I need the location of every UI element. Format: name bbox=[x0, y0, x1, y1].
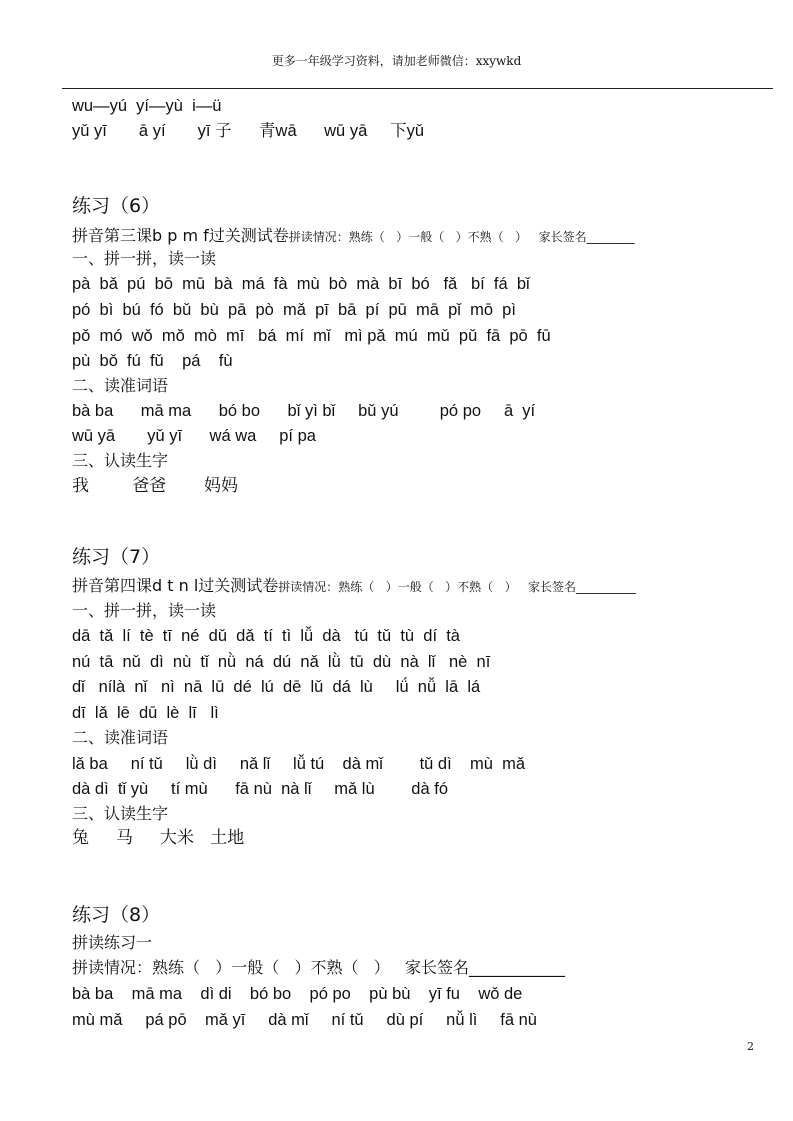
ex6-subtitle-small: 拼读情况：熟练（ ）一般（ ）不熟（ ） 家长签名________ bbox=[288, 230, 635, 244]
ex6-subtitle-main: 拼音第三课b p m f过关测试卷 bbox=[72, 226, 289, 245]
ex6-row-2: pó bì bú fó bǔ bù pā pò mǎ pī bā pí pū mā pǐ mō pì bbox=[72, 301, 516, 319]
ex6-section-1: 一、拼一拼，读一读 bbox=[72, 249, 217, 268]
page-number: 2 bbox=[747, 1040, 754, 1053]
ex7-subtitle bbox=[72, 576, 636, 597]
ex7-title: 练习（7） bbox=[72, 546, 161, 568]
ex7-section-2: 二、读准词语 bbox=[72, 728, 169, 747]
ex7-subtitle-small: 拼读情况：熟练（ ）一般（ ）不熟（ ） 家长签名__________ bbox=[278, 580, 637, 594]
ex6-words-1: bà ba mā ma bó bo bǐ yì bǐ bǔ yú pó po ā yí bbox=[72, 402, 536, 420]
ex7-row-2: nú tā nǔ dì nù tǐ nǜ ná dú nǎ lǜ tū dù nà lǐ nè nī bbox=[72, 653, 491, 671]
ex6-subtitle bbox=[72, 226, 635, 247]
ex8-title: 练习（8） bbox=[72, 904, 161, 926]
ex6-words-2: wū yā yǔ yī wá wa pí pa bbox=[72, 427, 316, 445]
ex8-row-2: mù mǎ pá pō mǎ yī dà mǐ ní tǔ dù pí nǚ lì fā nù bbox=[72, 1011, 537, 1029]
ex7-subtitle-main: 拼音第四课d t n l过关测试卷 bbox=[72, 576, 279, 595]
ex6-section-2: 二、读准词语 bbox=[72, 376, 169, 395]
page-header: 更多一年级学习资料，请加老师微信：xxywkd bbox=[271, 54, 522, 68]
ex6-chars: 我 爸爸 妈妈 bbox=[72, 476, 239, 496]
ex7-section-3: 三、认读生字 bbox=[72, 804, 169, 823]
ex8-status-line: 拼读情况：熟练（ ）一般（ ）不熟（ ） 家长签名____________ bbox=[72, 958, 566, 977]
top-line-2: yǔ yī ā yí yī 子 青wā wū yā 下yǔ bbox=[72, 122, 425, 140]
top-line-1: wu—yú yí—yù i—ü bbox=[72, 97, 222, 115]
ex7-words-2: dà dì tǐ yù tí mù fā nù nà lǐ mǎ lù dà fó bbox=[72, 780, 449, 798]
ex8-subheading: 拼读练习一 bbox=[72, 933, 153, 952]
ex6-row-1: pà bǎ pú bō mū bà má fà mù bò mà bī bó fǎ bí fá bǐ bbox=[72, 275, 530, 293]
ex7-words-1: lǎ ba ní tǔ lǜ dì nǎ lǐ lǚ tú dà mǐ tǔ dì mù mǎ bbox=[72, 755, 526, 773]
header-rule bbox=[62, 88, 773, 89]
ex7-row-4: dī lǎ lē dū lè lī lì bbox=[72, 704, 219, 722]
ex7-chars: 兔 马 大米 土地 bbox=[72, 828, 245, 848]
ex6-row-3: pǒ mó wǒ mǒ mò mī bá mí mǐ mì pǎ mú mǔ pǔ fā pō fū bbox=[72, 327, 551, 345]
ex6-section-3: 三、认读生字 bbox=[72, 451, 169, 470]
ex6-row-4: pù bǒ fú fǔ pá fù bbox=[72, 352, 233, 370]
ex8-row-1: bà ba mā ma dì di bó bo pó po pù bù yī fu wǒ de bbox=[72, 985, 523, 1003]
ex6-title: 练习（6） bbox=[72, 195, 161, 217]
ex7-section-1: 一、拼一拼，读一读 bbox=[72, 601, 217, 620]
ex7-row-1: dā tǎ lí tè tī né dǔ dǎ tí tì lǚ dà tú tǔ tù dí tà bbox=[72, 627, 460, 645]
ex7-row-3: dǐ nílà nǐ nì nā lū dé lú dē lǔ dá lù lǘ nǚ lā lá bbox=[72, 678, 481, 696]
